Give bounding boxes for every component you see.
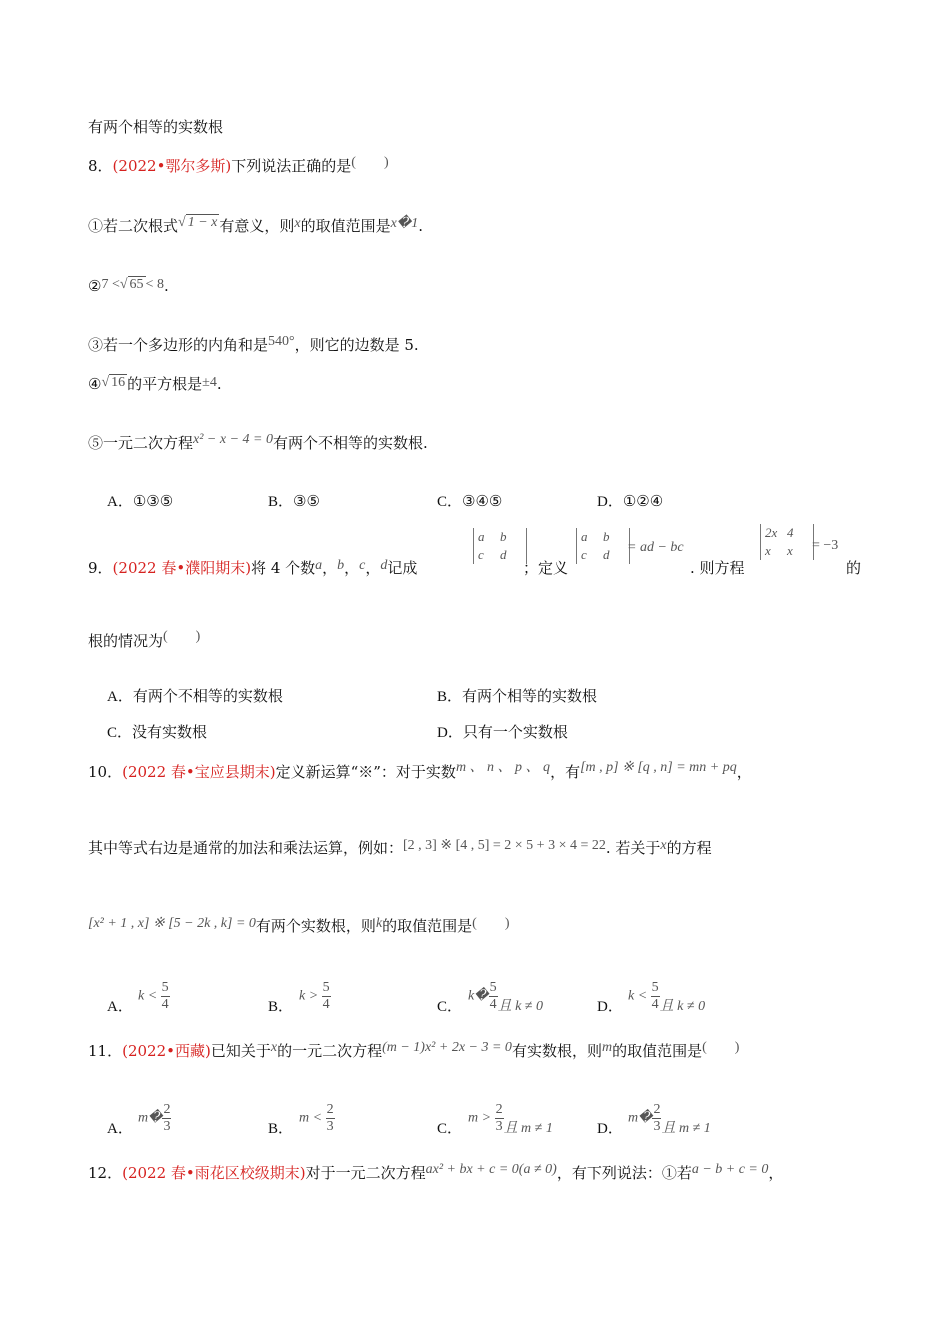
question-10-header: 10．(2022 春•宝应县期末)定义新运算“※”：对于实数m 、 n 、 p 、 q，有[m , p] ※ [q , n] = mn + pq，: [88, 760, 752, 781]
option-a[interactable]: A．: [107, 999, 133, 1015]
statement-3: ③若一个多边形的内角和是540°，则它的边数是 5.: [88, 334, 419, 354]
option-d[interactable]: D．: [597, 999, 623, 1015]
option-b[interactable]: B．: [268, 999, 294, 1015]
option-c[interactable]: C．③④⑤: [437, 492, 503, 510]
question-stem: 下列说法正确的是: [231, 157, 352, 175]
question-number: 10．: [88, 763, 123, 781]
statement-4: ④√ 16 的平方根是±4.: [88, 375, 222, 393]
option-c[interactable]: C．: [437, 999, 463, 1015]
question-source-tag: (2022•鄂尔多斯): [112, 157, 232, 175]
answer-paren: ( ): [702, 1040, 740, 1055]
determinant-notation: a b c d: [473, 528, 527, 564]
question-8-header: [88, 156, 389, 178]
option-a[interactable]: A．: [107, 1121, 133, 1137]
option-d[interactable]: D．①②④: [597, 492, 664, 510]
question-number: 11．: [88, 1042, 123, 1060]
question-12-header: 12．(2022 春•雨花区校级期末)对于一元二次方程ax² + bx + c = 0(a ≠ 0)，有下列说法：①若a − b + c = 0，: [88, 1162, 784, 1182]
question-11-header: 11．(2022•西藏)已知关于x的一元二次方程(m − 1)x² + 2x − 3 = 0有实数根，则m的取值范围是( ): [88, 1040, 740, 1060]
option-b[interactable]: B．有两个相等的实数根: [437, 687, 598, 705]
question-source-tag: (2022 春•宝应县期末): [122, 763, 276, 781]
option-b[interactable]: B．: [268, 1121, 294, 1137]
answer-paren: ( ): [351, 155, 389, 170]
option-c[interactable]: C．: [437, 1121, 463, 1137]
intro-line: 有两个相等的实数根: [88, 118, 224, 136]
question-number: 8．: [88, 157, 113, 175]
equation-determinant: 2x 4 x x: [760, 524, 814, 560]
question-source-tag: (2022 春•濮阳期末): [112, 559, 252, 577]
question-10-line2: 其中等式右边是通常的加法和乘法运算，例如：[2 , 3] ※ [4 , 5] = 2 × 5 + 3 × 4 = 22. 若关于x的方程: [88, 838, 712, 857]
question-number: 9．: [88, 559, 113, 577]
question-number: 12．: [88, 1164, 123, 1182]
statement-2: ②7 <√ 65 < 8.: [88, 277, 169, 295]
option-d[interactable]: D．只有一个实数根: [437, 723, 568, 741]
statement-5: ⑤一元二次方程x² − x − 4 = 0有两个不相等的实数根.: [88, 432, 428, 452]
question-9-line2: 根的情况为( ): [88, 629, 201, 650]
option-b[interactable]: B．③⑤: [268, 492, 320, 510]
option-a[interactable]: A．①③⑤: [107, 492, 174, 510]
option-a[interactable]: A．有两个不相等的实数根: [107, 687, 283, 705]
answer-paren: ( ): [472, 916, 510, 931]
determinant-definition: a b c d: [576, 528, 630, 564]
option-c[interactable]: C．没有实数根: [107, 723, 208, 741]
question-source-tag: (2022•西藏): [122, 1042, 211, 1060]
question-source-tag: (2022 春•雨花区校级期末): [122, 1164, 306, 1182]
option-d[interactable]: D．: [597, 1121, 623, 1137]
statement-1: ①若二次根式√ 1 − x 有意义，则x的取值范围是x�1.: [88, 215, 423, 235]
question-9-header: 9．(2022 春•濮阳期末)将 4 个数a，b，c，d记成: [88, 558, 418, 577]
answer-paren: ( ): [163, 629, 201, 644]
radical: √ 1 − x: [178, 215, 218, 230]
question-10-line3: [x² + 1 , x] ※ [5 − 2k , k] = 0有两个实数根，则k的取值范围是( ): [88, 916, 510, 935]
